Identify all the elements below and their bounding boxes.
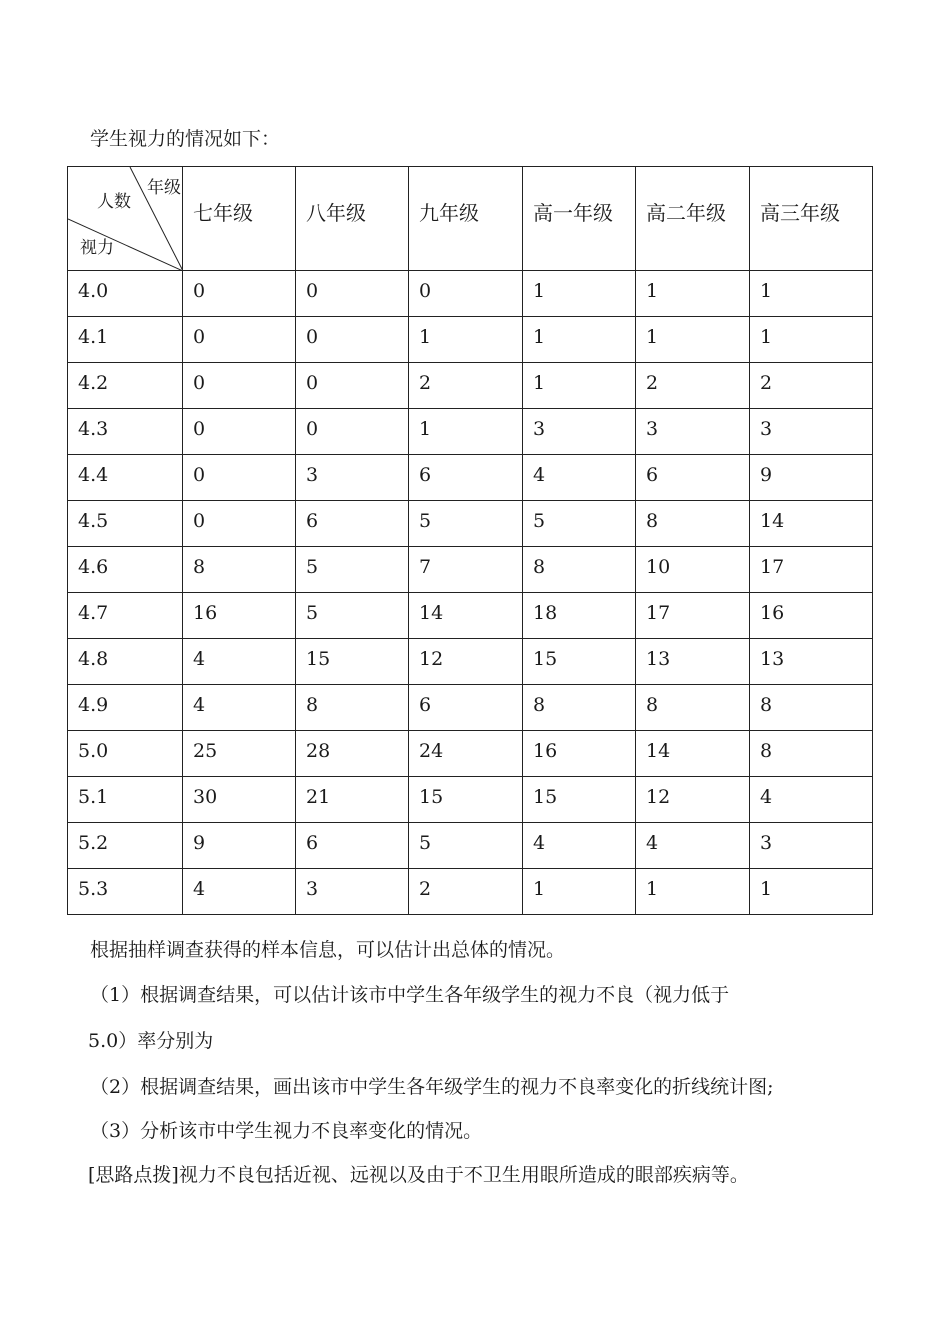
question-2: （2）根据调查结果，画出该市中学生各年级学生的视力不良率变化的折线统计图; xyxy=(90,1076,774,1098)
vision-value-cell: 4.3 xyxy=(68,409,183,455)
count-cell: 0 xyxy=(183,455,296,501)
table-row xyxy=(68,501,873,547)
count-cell: 3 xyxy=(296,455,409,501)
col-header: 七年级 xyxy=(183,167,296,271)
count-cell: 18 xyxy=(523,593,636,639)
count-cell: 8 xyxy=(636,501,750,547)
corner-count-label: 人数 xyxy=(97,192,131,212)
count-cell: 16 xyxy=(523,731,636,777)
count-cell: 6 xyxy=(409,455,523,501)
count-cell: 4 xyxy=(183,639,296,685)
count-cell: 6 xyxy=(409,685,523,731)
count-cell: 24 xyxy=(409,731,523,777)
count-cell: 15 xyxy=(409,777,523,823)
count-cell: 13 xyxy=(636,639,750,685)
table-row xyxy=(68,547,873,593)
count-cell: 4 xyxy=(523,823,636,869)
vision-value-cell: 4.5 xyxy=(68,501,183,547)
count-cell: 12 xyxy=(636,777,750,823)
count-cell: 1 xyxy=(636,271,750,317)
count-cell: 1 xyxy=(523,317,636,363)
table-row xyxy=(68,823,873,869)
count-cell: 3 xyxy=(750,823,873,869)
header-row xyxy=(68,167,873,271)
vision-value-cell: 5.2 xyxy=(68,823,183,869)
count-cell: 15 xyxy=(523,777,636,823)
count-cell: 2 xyxy=(409,363,523,409)
count-cell: 1 xyxy=(750,317,873,363)
count-cell: 8 xyxy=(523,547,636,593)
count-cell: 9 xyxy=(183,823,296,869)
col-header: 高二年级 xyxy=(636,167,750,271)
count-cell: 1 xyxy=(523,869,636,915)
count-cell: 5 xyxy=(296,547,409,593)
count-cell: 5 xyxy=(409,823,523,869)
count-cell: 1 xyxy=(636,317,750,363)
count-cell: 25 xyxy=(183,731,296,777)
col-header: 高三年级 xyxy=(750,167,873,271)
vision-value-cell: 4.4 xyxy=(68,455,183,501)
count-cell: 13 xyxy=(750,639,873,685)
corner-grade-label: 年级 xyxy=(147,178,181,198)
vision-value-cell: 5.1 xyxy=(68,777,183,823)
count-cell: 7 xyxy=(409,547,523,593)
count-cell: 0 xyxy=(183,501,296,547)
count-cell: 1 xyxy=(523,271,636,317)
count-cell: 8 xyxy=(523,685,636,731)
table-row xyxy=(68,409,873,455)
table-row xyxy=(68,271,873,317)
col-header: 八年级 xyxy=(296,167,409,271)
count-cell: 4 xyxy=(183,869,296,915)
count-cell: 4 xyxy=(183,685,296,731)
vision-value-cell: 4.6 xyxy=(68,547,183,593)
paragraph-sampling: 根据抽样调查获得的样本信息，可以估计出总体的情况。 xyxy=(90,939,566,961)
count-cell: 2 xyxy=(409,869,523,915)
count-cell: 9 xyxy=(750,455,873,501)
count-cell: 12 xyxy=(409,639,523,685)
count-cell: 0 xyxy=(296,271,409,317)
question-3: （3）分析该市中学生视力不良率变化的情况。 xyxy=(90,1120,483,1142)
count-cell: 3 xyxy=(636,409,750,455)
table-row xyxy=(68,363,873,409)
vision-value-cell: 5.0 xyxy=(68,731,183,777)
count-cell: 1 xyxy=(636,869,750,915)
count-cell: 14 xyxy=(750,501,873,547)
hint-text: [思路点拨]视力不良包括近视、远视以及由于不卫生用眼所造成的眼部疾病等。 xyxy=(88,1164,749,1186)
count-cell: 2 xyxy=(636,363,750,409)
count-cell: 3 xyxy=(296,869,409,915)
count-cell: 8 xyxy=(183,547,296,593)
count-cell: 21 xyxy=(296,777,409,823)
table-row xyxy=(68,593,873,639)
vision-value-cell: 4.8 xyxy=(68,639,183,685)
count-cell: 4 xyxy=(636,823,750,869)
count-cell: 0 xyxy=(296,317,409,363)
count-cell: 0 xyxy=(183,271,296,317)
intro-text: 学生视力的情况如下： xyxy=(90,128,281,150)
vision-value-cell: 5.3 xyxy=(68,869,183,915)
question-1-line-1: （1）根据调查结果，可以估计该市中学生各年级学生的视力不良（视力低于 xyxy=(90,984,730,1006)
count-cell: 4 xyxy=(523,455,636,501)
count-cell: 8 xyxy=(750,731,873,777)
count-cell: 1 xyxy=(750,271,873,317)
vision-value-cell: 4.9 xyxy=(68,685,183,731)
col-header: 九年级 xyxy=(409,167,523,271)
count-cell: 5 xyxy=(409,501,523,547)
table-body xyxy=(68,271,873,915)
count-cell: 0 xyxy=(183,317,296,363)
count-cell: 6 xyxy=(296,823,409,869)
count-cell: 8 xyxy=(636,685,750,731)
vision-value-cell: 4.0 xyxy=(68,271,183,317)
count-cell: 17 xyxy=(636,593,750,639)
count-cell: 8 xyxy=(750,685,873,731)
table-row xyxy=(68,731,873,777)
count-cell: 1 xyxy=(409,409,523,455)
count-cell: 1 xyxy=(750,869,873,915)
count-cell: 0 xyxy=(183,409,296,455)
vision-value-cell: 4.7 xyxy=(68,593,183,639)
count-cell: 0 xyxy=(409,271,523,317)
corner-vision-label: 视力 xyxy=(80,238,114,258)
count-cell: 0 xyxy=(183,363,296,409)
count-cell: 15 xyxy=(523,639,636,685)
col-header: 高一年级 xyxy=(523,167,636,271)
count-cell: 10 xyxy=(636,547,750,593)
count-cell: 2 xyxy=(750,363,873,409)
count-cell: 5 xyxy=(296,593,409,639)
table-row xyxy=(68,685,873,731)
table-row xyxy=(68,777,873,823)
count-cell: 14 xyxy=(636,731,750,777)
count-cell: 16 xyxy=(183,593,296,639)
table-row xyxy=(68,639,873,685)
vision-table xyxy=(67,166,873,915)
count-cell: 5 xyxy=(523,501,636,547)
table-row xyxy=(68,869,873,915)
count-cell: 1 xyxy=(409,317,523,363)
count-cell: 30 xyxy=(183,777,296,823)
count-cell: 17 xyxy=(750,547,873,593)
vision-value-cell: 4.1 xyxy=(68,317,183,363)
count-cell: 6 xyxy=(636,455,750,501)
question-1-line-2: 5.0）率分别为 xyxy=(88,1030,214,1052)
count-cell: 14 xyxy=(409,593,523,639)
count-cell: 6 xyxy=(296,501,409,547)
count-cell: 28 xyxy=(296,731,409,777)
count-cell: 3 xyxy=(523,409,636,455)
table-row xyxy=(68,317,873,363)
count-cell: 0 xyxy=(296,363,409,409)
count-cell: 3 xyxy=(750,409,873,455)
count-cell: 16 xyxy=(750,593,873,639)
table-row xyxy=(68,455,873,501)
count-cell: 0 xyxy=(296,409,409,455)
corner-cell xyxy=(68,167,183,271)
count-cell: 1 xyxy=(523,363,636,409)
vision-value-cell: 4.2 xyxy=(68,363,183,409)
count-cell: 4 xyxy=(750,777,873,823)
count-cell: 15 xyxy=(296,639,409,685)
count-cell: 8 xyxy=(296,685,409,731)
